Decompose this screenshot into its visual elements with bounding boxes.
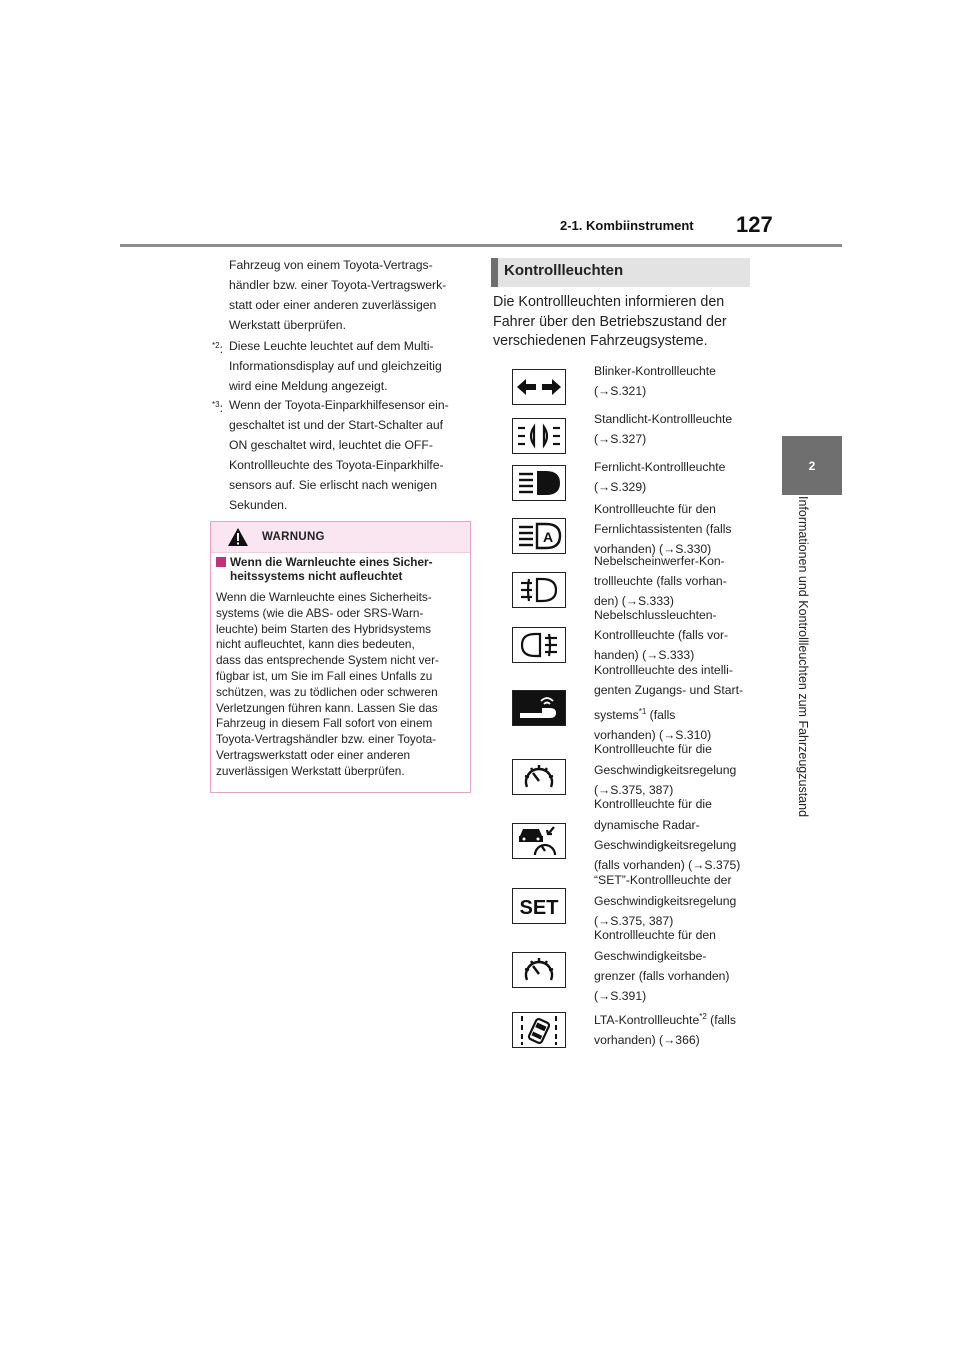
text-line: Fahrer über den Betriebszustand der bbox=[493, 313, 727, 330]
text-line: Kontrollleuchte für die bbox=[594, 797, 712, 811]
warning-title: WARNUNG bbox=[262, 531, 325, 543]
text-line: Geschwindigkeitsbe- bbox=[594, 949, 707, 963]
text-line: Standlicht-Kontrollleuchte bbox=[594, 412, 733, 426]
indicator-desc-front-fog bbox=[594, 554, 754, 611]
text-line: (→S.327) bbox=[594, 432, 647, 446]
text-line: vorhanden) (→S.310) bbox=[594, 728, 712, 743]
set-label: SET bbox=[519, 897, 559, 919]
text-line: leuchte) beim Starten des Hybridsystems bbox=[216, 621, 432, 636]
text-line: Geschwindigkeitsregelung bbox=[594, 894, 737, 908]
text-line: “SET”-Kontrollleuchte der bbox=[594, 873, 732, 887]
section-heading-title: Kontrollleuchten bbox=[504, 262, 624, 279]
text-line: (→S.321) bbox=[594, 384, 647, 398]
text-line: vorhanden) (→S.330) bbox=[594, 542, 712, 556]
page-number: 127 bbox=[736, 212, 773, 237]
section-title: 2-1. Kombiinstrument bbox=[560, 218, 694, 233]
text-line: Wenn die Warnleuchte eines Sicher- bbox=[230, 555, 433, 569]
section-heading bbox=[491, 258, 750, 287]
cruise-control-icon bbox=[512, 759, 566, 795]
auto-high-beam-icon bbox=[512, 518, 566, 554]
text-line: Wenn die Warnleuchte eines Sicherheits- bbox=[216, 590, 432, 604]
warning-box bbox=[210, 521, 471, 793]
high-beam-icon bbox=[512, 465, 566, 501]
text-line: (falls vorhanden) (→S.375) bbox=[594, 858, 741, 872]
text-line: systems$^{*1}$ (falls bbox=[594, 707, 676, 723]
text-line: LTA-Kontrollleuchte$^{*2}$ (falls bbox=[594, 1012, 736, 1028]
text-line: systems (wie die ABS- oder SRS-Warn- bbox=[216, 605, 424, 620]
indicator-desc-smart-key bbox=[594, 663, 754, 745]
text-line: Nebelscheinwerfer-Kon- bbox=[594, 554, 725, 568]
chapter-title: Informationen und Kontrollleuchten zum Fahrzeugzustand bbox=[796, 496, 810, 818]
indicator-desc-parking-light bbox=[594, 409, 754, 449]
text-line: (→S.375, 387) bbox=[594, 783, 674, 797]
indicator-desc-turn-signal bbox=[594, 361, 754, 401]
indicator-desc-speed-limiter bbox=[594, 928, 754, 1006]
set-icon bbox=[512, 888, 566, 924]
warning-header bbox=[211, 522, 470, 553]
text-line: Kontrollleuchte des intelli- bbox=[594, 663, 733, 677]
indicator-desc-lta bbox=[594, 1007, 754, 1050]
parking-light-icon bbox=[512, 418, 566, 454]
chapter-number: 2 bbox=[808, 458, 816, 473]
footnote-marker: $^{*3}$: bbox=[212, 400, 223, 416]
indicator-desc-high-beam bbox=[594, 457, 754, 497]
text-line: händler bzw. einer Toyota-Vertragswerk- bbox=[229, 278, 447, 292]
text-line: schützen, was zu tödlichen oder schweren bbox=[216, 684, 438, 699]
text-line: Verletzungen führen kann. Lassen Sie das bbox=[216, 700, 438, 715]
text-line: (→S.391) bbox=[594, 989, 647, 1003]
text-line: Kontrollleuchte (falls vor- bbox=[594, 628, 729, 642]
footnote-marker: $^{*2}$: bbox=[212, 341, 223, 357]
text-line: Fahrzeug in diesem Fall sofort von einem bbox=[216, 716, 433, 731]
text-line: Wenn der Toyota-Einparkhilfesensor ein- bbox=[229, 398, 449, 412]
front-fog-light-icon bbox=[512, 572, 566, 608]
text-line: Geschwindigkeitsregelung bbox=[594, 763, 737, 777]
text-line: (→S.375, 387) bbox=[594, 914, 674, 928]
text-line: trollleuchte (falls vorhan- bbox=[594, 574, 727, 588]
lta-icon bbox=[512, 1012, 566, 1048]
text-line: Kontrollleuchte für die bbox=[594, 742, 712, 756]
indicator-desc-radar-cruise bbox=[594, 797, 754, 875]
text-line: Kontrollleuchte für den bbox=[594, 502, 716, 516]
text-line: Kontrollleuchte des Toyota-Einparkhilfe- bbox=[229, 458, 444, 472]
text-line: sensors auf. Sie erlischt nach wenigen bbox=[229, 478, 437, 492]
text-line: genten Zugangs- und Start- bbox=[594, 683, 744, 697]
indicator-desc-auto-high-beam bbox=[594, 499, 754, 559]
text-line: Sekunden. bbox=[229, 498, 288, 512]
text-line: verschiedenen Fahrzeugsysteme. bbox=[493, 333, 708, 349]
continuation-text bbox=[229, 255, 469, 335]
text-line: den) (→S.333) bbox=[594, 594, 674, 608]
speed-limiter-icon bbox=[512, 952, 566, 988]
footnote-2 bbox=[212, 336, 470, 396]
text-line: ON geschaltet wird, leuchtet die OFF- bbox=[229, 438, 433, 452]
text-line: statt oder einer anderen zuverlässigen bbox=[229, 298, 437, 312]
text-line: Diese Leuchte leuchtet auf dem Multi- bbox=[229, 339, 434, 353]
indicator-desc-rear-fog bbox=[594, 608, 754, 665]
text-line: Werkstatt überprüfen. bbox=[229, 318, 346, 332]
text-line: fügbar ist, um Sie im Fall eines Unfalls zu bbox=[216, 668, 433, 683]
turn-signal-arrows-icon bbox=[512, 369, 566, 405]
footnote-3 bbox=[212, 395, 470, 515]
svg-text:A: A bbox=[543, 529, 554, 545]
text-line: Kontrollleuchte für den bbox=[594, 928, 716, 942]
text-line: dass das entsprechende System nicht ver- bbox=[216, 653, 439, 668]
text-line: Toyota-Vertragshändler bzw. einer Toyota- bbox=[216, 732, 437, 747]
warning-body bbox=[216, 590, 466, 780]
text-line: Fernlicht-Kontrollleuchte bbox=[594, 460, 726, 474]
text-line: geschaltet ist und der Start-Schalter auf bbox=[229, 418, 444, 432]
text-line: Die Kontrollleuchten informieren den bbox=[493, 294, 725, 310]
text-line: Geschwindigkeitsregelung bbox=[594, 838, 737, 852]
bullet-square-icon bbox=[216, 557, 226, 567]
text-line: zuverlässigen Werkstatt überprüfen. bbox=[216, 763, 405, 778]
text-line: vorhanden) (→366) bbox=[594, 1033, 700, 1048]
header-rule bbox=[120, 244, 842, 247]
text-line: (→S.329) bbox=[594, 480, 647, 494]
rear-fog-light-icon bbox=[512, 627, 566, 663]
chapter-tab bbox=[782, 436, 842, 495]
intro-text bbox=[493, 293, 753, 352]
text-line: dynamische Radar- bbox=[594, 818, 700, 832]
text-line: handen) (→S.333) bbox=[594, 648, 695, 662]
indicator-desc-set bbox=[594, 873, 754, 931]
text-line: Nebelschlussleuchten- bbox=[594, 608, 717, 622]
text-line: heitssystems nicht aufleuchtet bbox=[230, 569, 403, 583]
text-line: grenzer (falls vorhanden) bbox=[594, 969, 730, 983]
text-line: Informationsdisplay auf und gleichzeitig bbox=[229, 359, 442, 373]
text-line: nicht aufleuchtet, kann dies bedeuten, bbox=[216, 637, 415, 652]
text-line: Fahrzeug von einem Toyota-Vertrags- bbox=[229, 258, 433, 272]
warning-triangle-icon bbox=[227, 527, 249, 552]
text-line: wird eine Meldung angezeigt. bbox=[229, 379, 388, 393]
text-line: Blinker-Kontrollleuchte bbox=[594, 364, 716, 378]
text-line: Vertragswerkstatt oder einer anderen bbox=[216, 747, 411, 762]
warning-heading bbox=[230, 555, 465, 583]
radar-cruise-icon bbox=[512, 823, 566, 859]
text-line: Fernlichtassistenten (falls bbox=[594, 522, 732, 536]
smart-key-icon bbox=[512, 690, 566, 726]
indicator-desc-cruise-control bbox=[594, 742, 754, 800]
